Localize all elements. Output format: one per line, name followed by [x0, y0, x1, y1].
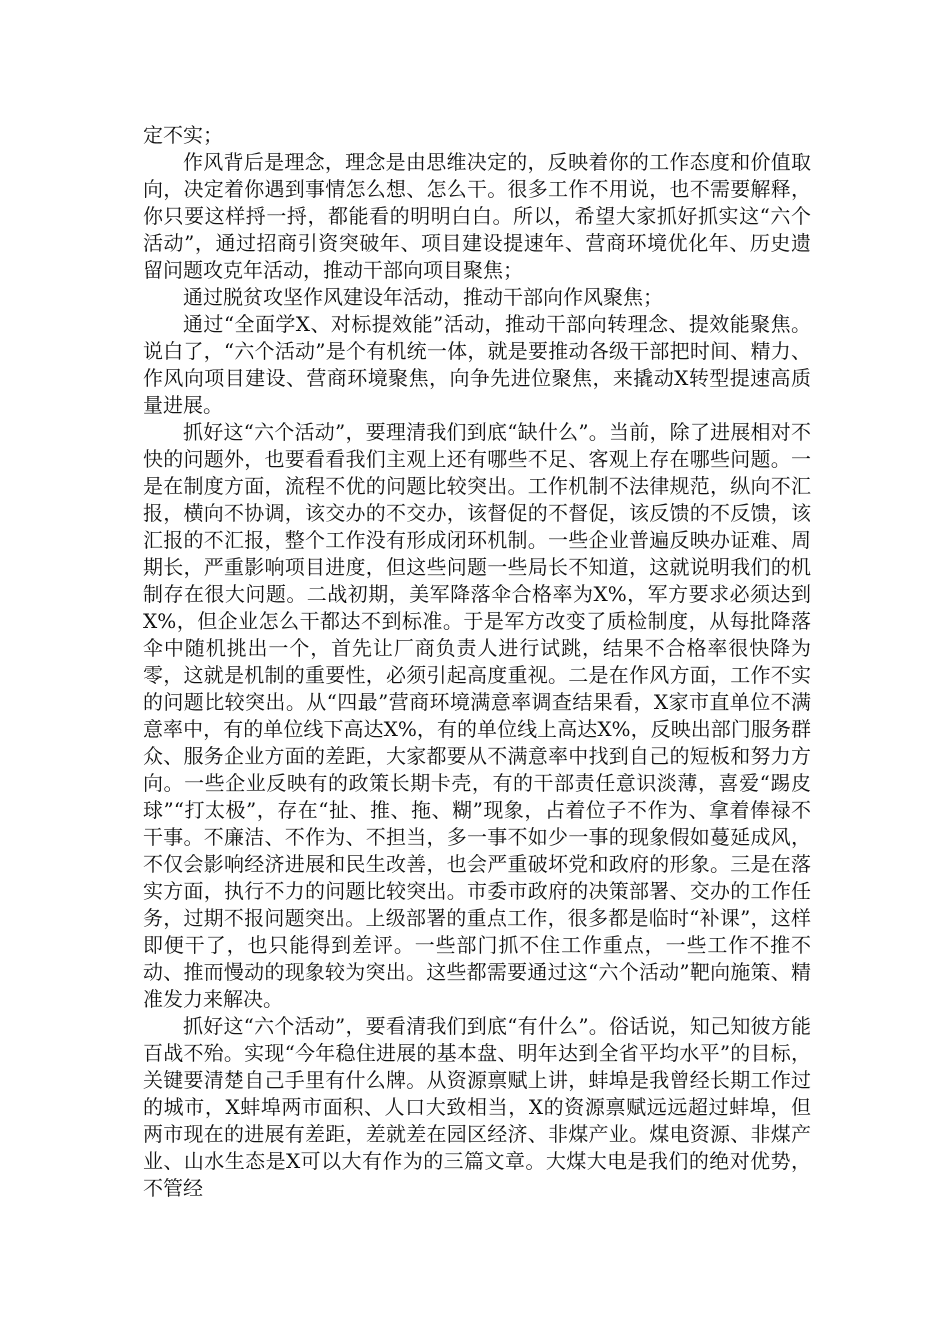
paragraph-6: 抓好这“六个活动”，要看清我们到底“有什么”。俗话说，知己知彼方能百战不殆。实现“今年稳住进展的基本盘、明年达到全省平均水平”的目标，关键要清楚自己手里有什么牌。从资源禀赋上讲，蚌埠是我曾经长期工作过的城市，X蚌埠两市面积、人口大致相当，X的资源禀赋远远超过蚌埠，但两市现在的进展有差距，差就差在园区经济、非煤产业。煤电资源、非煤产业、山水生态是X可以大有作为的三篇文章。大煤大电是我们的绝对优势，不管经 — [143, 1014, 811, 1200]
paragraph-2: 作风背后是理念，理念是由思维决定的，反映着你的工作态度和价值取向，决定着你遇到事情怎么想、怎么干。很多工作不用说，也不需要解释，你只要这样捋一捋，都能看的明明白白。所以，希望大家抓好抓实这“六个活动”，通过招商引资突破年、项目建设提速年、营商环境优化年、历史遗留问题攻克年活动，推动干部向项目聚焦； — [143, 150, 811, 282]
paragraph-3: 通过脱贫攻坚作风建设年活动，推动干部向作风聚焦； — [183, 285, 663, 309]
paragraph-5: 抓好这“六个活动”，要理清我们到底“缺什么”。当前，除了进展相对不快的问题外，也要看看我们主观上还有哪些不足、客观上存在哪些问题。一是在制度方面，流程不优的问题比较突出。工作机制不法律规范，纵向不汇报，横向不协调，该交办的不交办，该督促的不督促，该反馈的不反馈，该汇报的不汇报，整个工作没有形成闭环机制。一些企业普遍反映办证难、周期长，严重影响项目进度，但这些问题一些局长不知道，这就说明我们的机制存在很大问题。二战初期，美军降落伞合格率为X%，军方要求必须达到X%，但企业怎么干都达不到标准。于是军方改变了质检制度，从每批降落伞中随机挑出一个，首先让厂商负责人进行试跳，结果不合格率很快降为零，这就是机制的重要性，必须引起高度重视。二是在作风方面，工作不实的问题比较突出。从“四最”营商环境满意率调查结果看，X家市直单位不满意率中，有的单位线下高达X%，有的单位线上高达X%，反映出部门服务群众、服务企业方面的差距，大家都要从不满意率中找到自己的短板和努力方向。一些企业反映有的政策长期卡壳，有的干部责任意识淡薄，喜爱“踢皮球”“打太极”，存在“扯、推、拖、糊”现象，占着位子不作为、拿着俸禄不干事。不廉洁、不作为、不担当，多一事不如少一事的现象假如蔓延成风，不仅会影响经济进展和民生改善，也会严重破坏党和政府的形象。三是在落实方面，执行不力的问题比较突出。市委市政府的决策部署、交办的工作任务，过期不报问题突出。上级部署的重点工作，很多都是临时“补课”，这样即便干了，也只能得到差评。一些部门抓不住工作重点，一些工作不推不动、推而慢动的现象较为突出。这些都需要通过这“六个活动”靶向施策、精准发力来解决。 — [143, 420, 811, 1011]
paragraph-1: 定不实； — [143, 123, 223, 147]
document-body — [143, 122, 811, 1202]
paragraph-4: 通过“全面学X、对标提效能”活动，推动干部向转理念、提效能聚焦。说白了，“六个活动”是个有机统一体，就是要推动各级干部把时间、精力、作风向项目建设、营商环境聚焦，向争先进位聚焦，来撬动X转型提速高质量进展。 — [143, 312, 811, 417]
